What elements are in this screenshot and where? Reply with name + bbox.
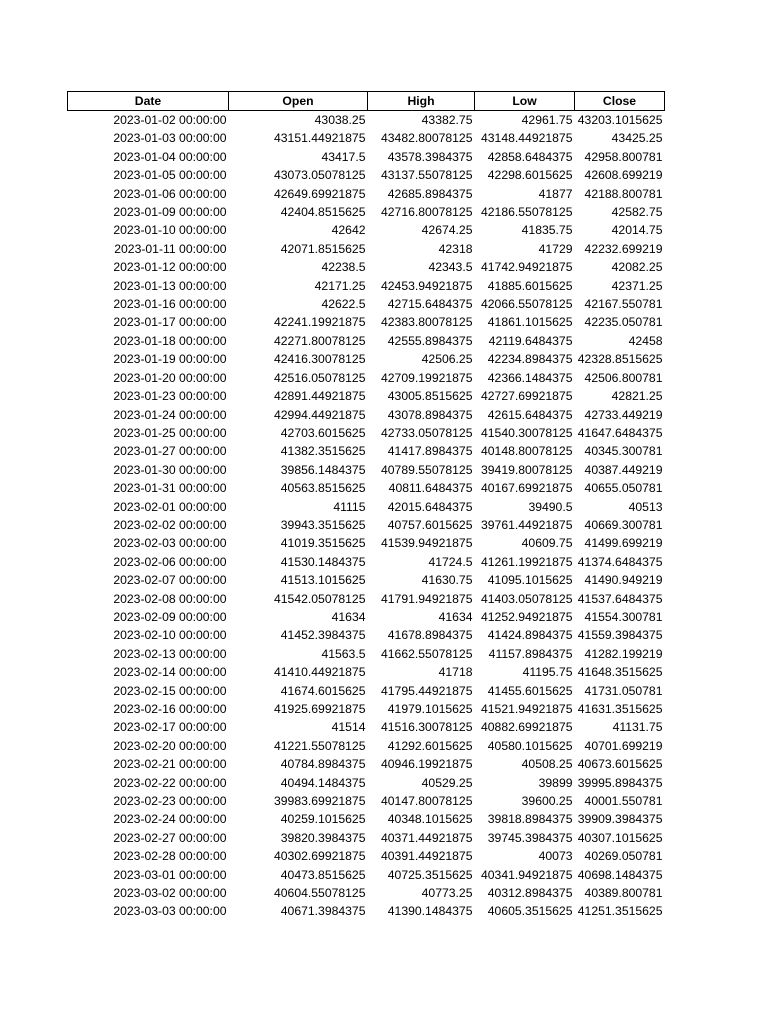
spreadsheet	[67, 91, 665, 921]
cell-close[interactable]: 42371.25	[611, 278, 663, 293]
cell-close[interactable]: 43425.25	[611, 131, 663, 146]
table-row	[68, 258, 665, 276]
cell-close[interactable]: 43203.1015625	[577, 113, 663, 127]
cell-high[interactable]: 41292.6015625	[387, 738, 473, 753]
cell-close[interactable]: 39995.8984375	[577, 775, 663, 790]
cell-open[interactable]: 41513.1015625	[280, 573, 366, 588]
cell-close[interactable]: 41537.6484375	[577, 591, 663, 606]
cell-date[interactable]: 2023-01-13 00:00:00	[113, 278, 227, 293]
cell-open[interactable]: 41563.5	[321, 646, 366, 661]
cell-high[interactable]: 43382.75	[421, 113, 473, 127]
cell-high[interactable]: 43578.3984375	[387, 149, 473, 164]
cell-close[interactable]: 42014.75	[611, 223, 663, 238]
cell-open[interactable]: 42994.44921875	[273, 407, 366, 422]
cell-high[interactable]: 40811.6484375	[388, 481, 473, 496]
cell-open[interactable]: 42642	[331, 223, 366, 238]
cell-date[interactable]: 2023-02-02 00:00:00	[113, 517, 227, 532]
cell-high[interactable]: 42506.25	[421, 352, 473, 367]
cell-high[interactable]: 42709.19921875	[380, 370, 473, 385]
table-row	[68, 737, 665, 755]
cell-high[interactable]: 42555.8984375	[387, 333, 473, 348]
cell-low[interactable]: 39818.8984375	[487, 812, 573, 827]
cell-open[interactable]: 42238.5	[321, 260, 366, 275]
cell-open[interactable]: 43038.25	[314, 113, 366, 127]
table-row	[68, 571, 665, 589]
header-date[interactable]: Date	[68, 92, 229, 111]
cell-date[interactable]: 2023-02-10 00:00:00	[113, 628, 227, 643]
cell-open[interactable]: 40784.8984375	[280, 757, 366, 772]
table-row	[68, 479, 665, 497]
cell-low[interactable]: 40605.3515625	[487, 904, 573, 919]
cell-date[interactable]: 2023-01-20 00:00:00	[113, 370, 227, 385]
cell-low[interactable]: 41261.19921875	[480, 554, 573, 569]
header-high[interactable]: High	[368, 92, 475, 111]
cell-high[interactable]: 40725.3515625	[387, 867, 473, 882]
cell-open[interactable]: 42416.30078125	[273, 352, 366, 367]
cell-close[interactable]: 42235.050781	[584, 315, 663, 330]
cell-high[interactable]: 42685.8984375	[387, 186, 473, 201]
cell-close[interactable]: 40669.300781	[584, 517, 663, 532]
cell-high[interactable]: 41791.94921875	[380, 591, 473, 606]
cell-close[interactable]: 41554.300781	[584, 609, 663, 624]
cell-open[interactable]: 39943.3515625	[280, 517, 366, 532]
cell-date[interactable]: 2023-01-11 00:00:00	[114, 241, 227, 256]
cell-open[interactable]: 41674.6015625	[280, 683, 366, 698]
cell-close[interactable]: 41251.3515625	[577, 904, 663, 919]
cell-open[interactable]: 43073.05078125	[273, 168, 366, 183]
table-row	[68, 295, 665, 313]
cell-high[interactable]: 43005.8515625	[387, 389, 473, 404]
cell-high[interactable]: 42343.5	[428, 260, 473, 275]
table-row	[68, 221, 665, 239]
cell-open[interactable]: 42404.8515625	[280, 205, 366, 220]
cell-low[interactable]: 40882.69921875	[480, 720, 573, 735]
cell-close[interactable]: 40001.550781	[584, 794, 663, 809]
cell-high[interactable]: 40371.44921875	[380, 830, 473, 845]
cell-date[interactable]: 2023-02-16 00:00:00	[113, 702, 227, 716]
table-row	[68, 203, 665, 221]
cell-close[interactable]: 40701.699219	[584, 738, 663, 753]
cell-close[interactable]: 42232.699219	[584, 241, 663, 256]
cell-low[interactable]: 41157.8984375	[488, 646, 573, 661]
table-row	[68, 755, 665, 773]
cell-low[interactable]: 42858.6484375	[487, 149, 573, 164]
table-row	[68, 534, 665, 552]
cell-high[interactable]: 40946.19921875	[380, 757, 473, 772]
cell-open[interactable]: 39983.69921875	[273, 794, 366, 809]
cell-low[interactable]: 42234.8984375	[487, 352, 573, 367]
cell-date[interactable]: 2023-02-13 00:00:00	[113, 646, 227, 661]
table-row	[68, 129, 665, 147]
cell-close[interactable]: 42188.800781	[584, 186, 663, 201]
cell-low[interactable]: 40508.25	[521, 757, 573, 772]
table-row	[68, 332, 665, 350]
cell-high[interactable]: 41634	[438, 609, 473, 624]
cell-low[interactable]: 41742.94921875	[480, 260, 573, 275]
cell-close[interactable]: 42733.449219	[584, 407, 663, 422]
table-row	[68, 406, 665, 424]
cell-open[interactable]: 41452.3984375	[280, 628, 366, 643]
cell-high[interactable]: 40757.6015625	[387, 517, 473, 532]
cell-low[interactable]: 41835.75	[521, 223, 573, 238]
cell-open[interactable]: 43151.44921875	[273, 131, 366, 146]
cell-close[interactable]: 39909.3984375	[577, 812, 663, 827]
table-row	[68, 884, 665, 902]
cell-close[interactable]: 40345.300781	[584, 444, 663, 459]
header-row	[68, 92, 665, 111]
header-close[interactable]: Close	[575, 92, 665, 111]
table-row	[68, 608, 665, 626]
table-body	[68, 111, 665, 921]
table-row	[68, 590, 665, 608]
table-row	[68, 792, 665, 810]
cell-date[interactable]: 2023-01-12 00:00:00	[113, 260, 227, 275]
cell-date[interactable]: 2023-01-03 00:00:00	[113, 131, 227, 146]
cell-low[interactable]: 41252.94921875	[480, 609, 573, 624]
cell-close[interactable]: 40513	[628, 499, 663, 514]
cell-open[interactable]: 41019.3515625	[280, 536, 366, 551]
ohlc-table	[67, 91, 665, 921]
cell-open[interactable]: 41221.55078125	[273, 738, 366, 753]
cell-low[interactable]: 42615.6484375	[487, 407, 573, 422]
cell-date[interactable]: 2023-02-21 00:00:00	[113, 757, 227, 772]
cell-high[interactable]: 43078.8984375	[387, 407, 473, 422]
cell-low[interactable]: 39745.3984375	[487, 830, 573, 845]
cell-close[interactable]: 42506.800781	[584, 370, 663, 385]
cell-date[interactable]: 2023-02-14 00:00:00	[113, 665, 227, 680]
cell-high[interactable]: 41390.1484375	[387, 904, 473, 919]
cell-open[interactable]: 39856.1484375	[280, 462, 366, 477]
cell-low[interactable]: 41729	[538, 241, 573, 256]
cell-date[interactable]: 2023-02-23 00:00:00	[113, 794, 227, 809]
table-row	[68, 829, 665, 847]
cell-date[interactable]: 2023-01-17 00:00:00	[113, 315, 227, 330]
cell-open[interactable]: 41542.05078125	[273, 591, 366, 606]
table-row	[68, 498, 665, 516]
table-row	[68, 866, 665, 884]
cell-high[interactable]: 43482.80078125	[380, 131, 473, 146]
cell-date[interactable]: 2023-01-19 00:00:00	[113, 352, 227, 367]
table-row	[68, 387, 665, 405]
cell-open[interactable]: 40302.69921875	[273, 849, 366, 864]
cell-high[interactable]: 40529.25	[421, 775, 473, 790]
cell-date[interactable]: 2023-01-10 00:00:00	[113, 223, 227, 238]
cell-close[interactable]: 41731.050781	[584, 683, 663, 698]
cell-high[interactable]: 40773.25	[421, 886, 473, 901]
cell-open[interactable]: 42703.6015625	[280, 425, 366, 440]
cell-high[interactable]: 41979.1015625	[387, 702, 473, 716]
cell-high[interactable]: 43137.55078125	[380, 168, 473, 183]
cell-date[interactable]: 2023-02-01 00:00:00	[113, 499, 227, 514]
cell-high[interactable]: 42733.05078125	[380, 425, 473, 440]
cell-low[interactable]: 42727.69921875	[480, 389, 573, 404]
cell-close[interactable]: 40673.6015625	[577, 757, 663, 772]
cell-high[interactable]: 41795.44921875	[380, 683, 473, 698]
cell-open[interactable]: 40473.8515625	[280, 867, 366, 882]
cell-close[interactable]: 42082.25	[611, 260, 663, 275]
cell-close[interactable]: 41499.699219	[584, 536, 663, 551]
cell-date[interactable]: 2023-01-24 00:00:00	[113, 407, 227, 422]
cell-date[interactable]: 2023-01-18 00:00:00	[113, 333, 227, 348]
cell-close[interactable]: 41647.6484375	[577, 425, 663, 440]
cell-date[interactable]: 2023-01-30 00:00:00	[113, 462, 227, 477]
cell-low[interactable]: 41424.8984375	[487, 628, 573, 643]
cell-low[interactable]: 40312.8984375	[487, 886, 573, 901]
cell-open[interactable]: 41530.1484375	[280, 554, 366, 569]
cell-date[interactable]: 2023-01-02 00:00:00	[113, 113, 227, 127]
cell-date[interactable]: 2023-01-05 00:00:00	[113, 168, 227, 183]
cell-open[interactable]: 42271.80078125	[273, 333, 366, 348]
cell-close[interactable]: 41374.6484375	[577, 554, 663, 569]
header-low[interactable]: Low	[475, 92, 575, 111]
cell-close[interactable]: 40269.050781	[584, 849, 663, 864]
cell-high[interactable]: 42674.25	[421, 223, 473, 238]
cell-low[interactable]: 40148.80078125	[480, 444, 573, 459]
header-open[interactable]: Open	[229, 92, 368, 111]
cell-open[interactable]: 41634	[331, 609, 366, 624]
table-row	[68, 700, 665, 718]
cell-low[interactable]: 40073	[538, 849, 573, 864]
cell-date[interactable]: 2023-01-23 00:00:00	[113, 389, 227, 404]
table-row	[68, 718, 665, 736]
cell-close[interactable]: 40655.050781	[584, 481, 663, 496]
cell-open[interactable]: 39820.3984375	[280, 830, 366, 845]
table-row	[68, 185, 665, 203]
cell-date[interactable]: 2023-01-27 00:00:00	[113, 444, 227, 459]
cell-low[interactable]: 41885.6015625	[487, 278, 573, 293]
cell-high[interactable]: 42453.94921875	[380, 278, 473, 293]
cell-open[interactable]: 41115	[333, 499, 366, 514]
cell-date[interactable]: 2023-02-20 00:00:00	[113, 738, 227, 753]
cell-low[interactable]: 39419.80078125	[480, 462, 573, 477]
cell-low[interactable]: 40167.69921875	[480, 481, 573, 496]
cell-low[interactable]: 41455.6015625	[487, 683, 573, 698]
cell-date[interactable]: 2023-02-28 00:00:00	[113, 849, 227, 864]
cell-close[interactable]: 41648.3515625	[577, 665, 663, 680]
cell-low[interactable]: 42298.6015625	[487, 168, 573, 183]
cell-date[interactable]: 2023-03-02 00:00:00	[113, 886, 227, 901]
table-row	[68, 663, 665, 681]
cell-high[interactable]: 41678.8984375	[387, 628, 473, 643]
table-row	[68, 240, 665, 258]
table-row	[68, 313, 665, 331]
cell-date[interactable]: 2023-01-31 00:00:00	[113, 481, 227, 496]
cell-high[interactable]: 40147.80078125	[380, 794, 473, 809]
cell-date[interactable]: 2023-02-22 00:00:00	[113, 775, 227, 790]
cell-low[interactable]: 42186.55078125	[480, 205, 573, 220]
cell-open[interactable]: 40563.8515625	[280, 481, 366, 496]
cell-low[interactable]: 39761.44921875	[480, 517, 573, 532]
cell-open[interactable]: 42622.5	[321, 297, 366, 312]
cell-close[interactable]: 42167.550781	[584, 297, 663, 312]
table-row	[68, 645, 665, 663]
table-row	[68, 774, 665, 792]
cell-close[interactable]: 42958.800781	[584, 149, 663, 164]
cell-high[interactable]: 40391.44921875	[380, 849, 473, 864]
cell-date[interactable]: 2023-02-06 00:00:00	[113, 554, 227, 569]
cell-date[interactable]: 2023-03-01 00:00:00	[113, 867, 227, 882]
cell-date[interactable]: 2023-02-08 00:00:00	[113, 591, 227, 606]
cell-open[interactable]: 42891.44921875	[273, 389, 366, 404]
cell-low[interactable]: 42119.6484375	[488, 333, 573, 348]
cell-open[interactable]: 41382.3515625	[280, 444, 366, 459]
cell-close[interactable]: 40698.1484375	[577, 867, 663, 882]
cell-close[interactable]: 41631.3515625	[577, 702, 663, 716]
cell-high[interactable]: 41630.75	[421, 573, 473, 588]
cell-date[interactable]: 2023-03-03 00:00:00	[113, 904, 227, 919]
table-row	[68, 369, 665, 387]
cell-high[interactable]: 42015.6484375	[387, 499, 473, 514]
cell-low[interactable]: 41195.75	[522, 665, 573, 680]
cell-low[interactable]: 41861.1015625	[487, 315, 573, 330]
table-row	[68, 424, 665, 442]
cell-date[interactable]: 2023-02-03 00:00:00	[113, 536, 227, 551]
cell-low[interactable]: 41095.1015625	[487, 573, 573, 588]
cell-low[interactable]: 41521.94921875	[480, 702, 573, 716]
cell-low[interactable]: 39899	[538, 775, 573, 790]
cell-high[interactable]: 42383.80078125	[380, 315, 473, 330]
cell-high[interactable]: 41417.8984375	[387, 444, 473, 459]
cell-open[interactable]: 41410.44921875	[273, 665, 366, 680]
cell-date[interactable]: 2023-02-17 00:00:00	[113, 720, 227, 735]
cell-high[interactable]: 42715.6484375	[387, 297, 473, 312]
cell-open[interactable]: 40259.1015625	[280, 812, 366, 827]
cell-low[interactable]: 40341.94921875	[480, 867, 573, 882]
cell-date[interactable]: 2023-01-16 00:00:00	[113, 297, 227, 312]
cell-open[interactable]: 40494.1484375	[280, 775, 366, 790]
cell-open[interactable]: 43417.5	[321, 149, 366, 164]
cell-low[interactable]: 41877	[538, 186, 573, 201]
cell-close[interactable]: 42328.8515625	[577, 352, 663, 367]
cell-open[interactable]: 41514	[331, 720, 366, 735]
cell-low[interactable]: 41403.05078125	[480, 591, 573, 606]
cell-low[interactable]: 42961.75	[521, 113, 573, 127]
cell-date[interactable]: 2023-02-09 00:00:00	[113, 609, 227, 624]
cell-high[interactable]: 41718	[438, 665, 473, 680]
cell-open[interactable]: 41925.69921875	[273, 702, 366, 716]
table-row	[68, 148, 665, 166]
table-row	[68, 847, 665, 865]
cell-low[interactable]: 42366.1484375	[487, 370, 573, 385]
cell-open[interactable]: 40604.55078125	[273, 886, 366, 901]
cell-close[interactable]: 42582.75	[611, 205, 663, 220]
cell-date[interactable]: 2023-02-07 00:00:00	[113, 573, 227, 588]
table-row	[68, 442, 665, 460]
table-row	[68, 166, 665, 184]
cell-high[interactable]: 41724.5	[428, 554, 473, 569]
table-row	[68, 516, 665, 534]
table-row	[68, 902, 665, 920]
cell-low[interactable]: 40580.1015625	[487, 738, 573, 753]
cell-low[interactable]: 42066.55078125	[480, 297, 573, 312]
cell-close[interactable]: 42458	[628, 333, 663, 348]
table-row	[68, 111, 665, 130]
cell-high[interactable]: 42318	[438, 241, 473, 256]
cell-close[interactable]: 41282.199219	[584, 646, 663, 661]
cell-close[interactable]: 41131.75	[612, 720, 663, 735]
cell-close[interactable]: 42821.25	[611, 389, 663, 404]
cell-close[interactable]: 42608.699219	[584, 168, 663, 183]
cell-high[interactable]: 41662.55078125	[380, 646, 473, 661]
cell-close[interactable]: 40387.449219	[584, 462, 663, 477]
table-row	[68, 277, 665, 295]
table-row	[68, 626, 665, 644]
table-row	[68, 461, 665, 479]
cell-open[interactable]: 40671.3984375	[280, 904, 366, 919]
cell-open[interactable]: 42241.19921875	[273, 315, 366, 330]
table-row	[68, 682, 665, 700]
cell-date[interactable]: 2023-02-24 00:00:00	[113, 812, 227, 827]
cell-low[interactable]: 39490.5	[528, 499, 573, 514]
cell-date[interactable]: 2023-02-15 00:00:00	[113, 683, 227, 698]
cell-open[interactable]: 42649.69921875	[273, 186, 366, 201]
cell-date[interactable]: 2023-01-04 00:00:00	[113, 149, 227, 164]
cell-close[interactable]: 41490.949219	[584, 573, 663, 588]
table-row	[68, 810, 665, 828]
table-row	[68, 350, 665, 368]
cell-low[interactable]: 39600.25	[521, 794, 573, 809]
cell-open[interactable]: 42171.25	[314, 278, 366, 293]
cell-high[interactable]: 40789.55078125	[380, 462, 473, 477]
cell-date[interactable]: 2023-01-06 00:00:00	[113, 186, 227, 201]
cell-close[interactable]: 40307.1015625	[577, 830, 663, 845]
cell-high[interactable]: 42716.80078125	[380, 205, 473, 220]
cell-high[interactable]: 41539.94921875	[380, 536, 473, 551]
cell-high[interactable]: 41516.30078125	[380, 720, 473, 735]
cell-open[interactable]: 42071.8515625	[280, 241, 366, 256]
cell-low[interactable]: 40609.75	[521, 536, 573, 551]
cell-date[interactable]: 2023-01-09 00:00:00	[113, 205, 227, 220]
cell-open[interactable]: 42516.05078125	[273, 370, 366, 385]
cell-date[interactable]: 2023-02-27 00:00:00	[113, 830, 227, 845]
cell-high[interactable]: 40348.1015625	[387, 812, 473, 827]
cell-close[interactable]: 40389.800781	[584, 886, 663, 901]
cell-close[interactable]: 41559.3984375	[577, 628, 663, 643]
table-row	[68, 553, 665, 571]
cell-low[interactable]: 43148.44921875	[480, 131, 573, 146]
cell-date[interactable]: 2023-01-25 00:00:00	[113, 425, 227, 440]
cell-low[interactable]: 41540.30078125	[480, 425, 573, 440]
